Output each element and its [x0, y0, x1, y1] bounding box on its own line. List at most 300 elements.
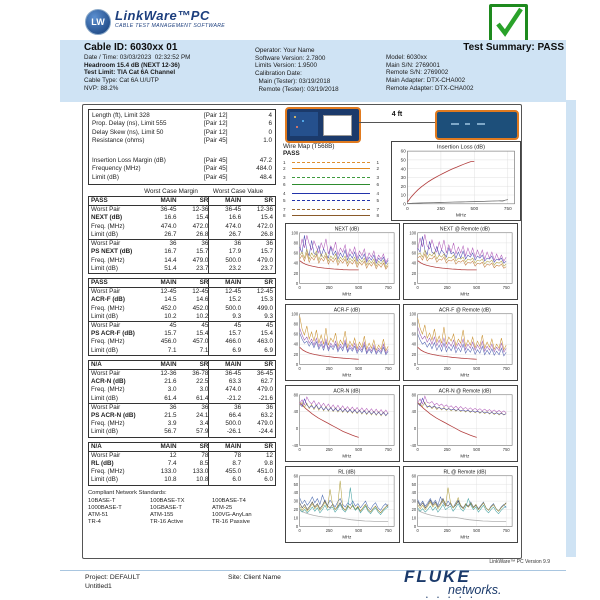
svg-text:20: 20	[411, 270, 417, 276]
row-value: 36	[201, 403, 209, 411]
wire-number: 2	[376, 166, 379, 172]
wire-number: 3	[376, 175, 379, 181]
row-value: 8.7	[208, 460, 241, 468]
row-value: 474.0	[208, 386, 241, 394]
row-value: 6.0	[264, 476, 274, 484]
row-label: Limit (dB)	[91, 394, 118, 402]
svg-text:0: 0	[298, 447, 301, 453]
row-value: 36	[266, 240, 274, 248]
chart-rl-remote-db	[404, 467, 517, 542]
lw-badge-text: LW	[91, 17, 105, 27]
table-header-row	[89, 197, 275, 206]
row-value: 26.7	[164, 230, 177, 238]
svg-text:500: 500	[473, 285, 481, 291]
row-value: 36-45	[256, 369, 274, 377]
row-label: Worst Pair	[91, 240, 121, 248]
svg-text:40: 40	[411, 490, 417, 496]
table-row	[89, 288, 275, 296]
column-header: MAIN	[160, 278, 177, 286]
chart-next-remote-db	[404, 224, 517, 299]
row-value: 78	[201, 451, 209, 459]
svg-text:750: 750	[384, 285, 392, 291]
column-header: SR	[199, 442, 209, 450]
wire-number: 1	[376, 159, 379, 165]
row-value: 6.9	[264, 346, 274, 354]
row-label: Worst Pair	[91, 321, 121, 329]
row-value: 26.7	[208, 231, 241, 239]
svg-text:500: 500	[473, 366, 481, 372]
row-value: 45	[201, 321, 209, 329]
measurement-pair: [Pair 45]	[204, 136, 228, 144]
svg-text:0: 0	[406, 206, 409, 211]
svg-text:250: 250	[325, 285, 333, 291]
row-value: 36-78	[192, 369, 209, 377]
table-row	[89, 248, 275, 256]
row-value: 17.9	[208, 248, 241, 256]
measurement-value: 6	[268, 120, 272, 128]
footer-project	[85, 574, 140, 591]
svg-text:250: 250	[443, 366, 451, 372]
row-value: 24.1	[196, 411, 209, 419]
wire-number: 7	[283, 207, 286, 213]
svg-text:20: 20	[293, 507, 299, 513]
svg-text:MHz: MHz	[342, 372, 352, 378]
row-value: -24.4	[258, 428, 274, 436]
row-value: 463.0	[257, 338, 274, 346]
measurement-row	[92, 137, 272, 145]
svg-text:750: 750	[503, 206, 512, 211]
measurement-row	[92, 165, 272, 173]
svg-text:250: 250	[443, 285, 451, 291]
measurement-value: 48.4	[259, 173, 272, 181]
measurement-value: 4	[268, 112, 272, 119]
svg-text:-40: -40	[292, 442, 299, 448]
standard-item: TR-16 Active	[150, 518, 184, 525]
worst-case-value-label: Worst Case Value	[212, 188, 264, 196]
svg-text:0: 0	[403, 201, 406, 207]
wire-line	[292, 200, 370, 201]
row-value: 452.0	[192, 304, 209, 312]
wire-number: 5	[376, 197, 379, 203]
svg-text:MHz: MHz	[342, 453, 352, 459]
row-value: 16.7	[164, 248, 177, 256]
measurement-pair: [Pair 45]	[204, 165, 228, 173]
row-label: Limit (dB)	[91, 428, 118, 436]
chart-acr-f-remote-db-box	[403, 304, 518, 381]
remote-tester-graphic	[435, 110, 519, 140]
row-label: Freq. (MHz)	[91, 420, 125, 428]
row-value: 12-45	[256, 288, 274, 296]
row-value: 36	[201, 240, 209, 248]
row-value: 66.4	[208, 412, 241, 420]
svg-text:0: 0	[416, 285, 419, 291]
svg-text:0: 0	[413, 361, 417, 367]
row-value: 36	[169, 240, 177, 248]
tester-dot	[294, 116, 296, 118]
row-value: -21.2	[208, 395, 241, 403]
row-value: 15.7	[208, 330, 241, 338]
row-value: 14.4	[164, 256, 177, 264]
row-value: 21.5	[164, 411, 177, 419]
table-row	[89, 321, 275, 330]
svg-text:40: 40	[293, 409, 299, 415]
chart-next-db	[286, 224, 399, 299]
svg-text:80: 80	[293, 392, 299, 398]
table-row	[89, 296, 275, 304]
row-value: 57.9	[196, 428, 209, 436]
row-value: 26.8	[196, 230, 209, 238]
row-value: 500.0	[208, 257, 241, 265]
table-header-row	[89, 361, 275, 370]
table-row	[89, 412, 275, 420]
results-table-4	[88, 442, 276, 486]
app-subtitle: CABLE TEST MANAGEMENT SOFTWARE	[115, 23, 226, 29]
row-value: 15.7	[196, 248, 209, 256]
row-value: 61.4	[196, 394, 209, 402]
svg-text:20: 20	[400, 184, 406, 189]
wire-number: 8	[376, 213, 379, 219]
row-label: Freq. (MHz)	[91, 338, 125, 346]
chart-insertion-loss-db	[392, 142, 520, 220]
remote-mark	[451, 123, 459, 125]
spacer	[88, 187, 138, 196]
info-line: Remote S/N: 2769002	[386, 69, 449, 77]
measurement-value: 47.2	[259, 157, 272, 165]
svg-text:750: 750	[502, 447, 510, 453]
row-label: PS NEXT (dB)	[91, 248, 133, 256]
svg-text:0: 0	[416, 447, 419, 453]
svg-text:60: 60	[293, 250, 299, 256]
row-value: 36-45	[208, 206, 241, 214]
column-header: SR	[199, 360, 209, 368]
chart-acr-n-remote-db-box	[403, 385, 518, 462]
table-row	[89, 239, 275, 248]
row-value: -21.6	[258, 394, 274, 402]
svg-text:0: 0	[295, 280, 299, 286]
svg-text:500: 500	[355, 285, 363, 291]
table-row	[89, 428, 275, 436]
table-header-row	[89, 279, 275, 288]
table-row	[89, 468, 275, 476]
row-value: 36	[266, 403, 274, 411]
row-value: 56.7	[164, 428, 177, 436]
row-value: 500.0	[208, 305, 241, 313]
wire-number: 7	[376, 207, 379, 213]
svg-text:MHz: MHz	[455, 213, 467, 219]
report-header	[60, 40, 566, 102]
column-header: MAIN	[160, 442, 177, 450]
wire-number: 3	[283, 175, 286, 181]
table-row	[89, 452, 275, 460]
svg-text:0: 0	[416, 366, 419, 372]
row-value: 499.0	[257, 304, 274, 312]
column-header: SR	[264, 278, 274, 286]
measurement-row	[92, 129, 272, 137]
wire-row	[283, 213, 379, 219]
row-value: 466.0	[208, 338, 241, 346]
info-line: Operator: Your Name	[255, 47, 315, 54]
row-label: RL (dB)	[91, 459, 114, 467]
info-line: Test Limit: TIA Cat 6A Channel	[84, 69, 176, 77]
row-label: PS ACR-F (dB)	[91, 330, 135, 338]
info-line: NVP: 88.2%	[84, 84, 119, 92]
svg-text:250: 250	[443, 528, 451, 534]
measurement-pair: [Pair 45]	[204, 157, 228, 165]
info-line: Remote Adapter: DTX-CHA002	[386, 84, 474, 92]
measurement-table	[88, 109, 276, 185]
svg-text:250: 250	[437, 206, 445, 211]
worst-case-header	[88, 187, 276, 196]
svg-text:MHz: MHz	[342, 534, 352, 540]
standards-column	[212, 498, 276, 526]
wire-number: 6	[283, 181, 286, 187]
row-value: 3.9	[167, 420, 177, 428]
row-value: 12-36	[192, 206, 209, 214]
svg-text:40: 40	[293, 490, 299, 496]
wire-number: 6	[376, 181, 379, 187]
row-value: 26.8	[260, 230, 274, 238]
measurement-value: 1.0	[263, 136, 272, 144]
lw-badge-icon	[85, 9, 111, 35]
table-row	[89, 206, 275, 214]
table-row	[89, 265, 275, 273]
row-value: 457.0	[192, 338, 209, 346]
chart-acr-f-db	[286, 305, 399, 380]
column-header: SR	[199, 278, 209, 286]
row-value: 12	[266, 451, 274, 459]
svg-text:MHz: MHz	[460, 534, 470, 540]
fluke-networks-logo	[404, 569, 564, 600]
row-value: 15.4	[260, 214, 274, 222]
row-value: 133.0	[160, 468, 177, 476]
svg-text:500: 500	[473, 447, 481, 453]
row-label: Limit (dB)	[91, 230, 118, 238]
svg-text:0: 0	[416, 528, 419, 534]
row-value: 7.1	[199, 346, 209, 354]
tester-keypad	[290, 112, 318, 136]
row-value: 15.3	[260, 296, 274, 304]
row-label: Limit (dB)	[91, 476, 118, 484]
row-value: 15.7	[260, 248, 274, 256]
results-column	[88, 109, 276, 526]
standard-item: 1000BASE-T	[88, 504, 122, 511]
svg-text:ACR-F (dB): ACR-F (dB)	[333, 307, 361, 314]
svg-text:750: 750	[384, 447, 392, 453]
table-row	[89, 460, 275, 468]
svg-text:80: 80	[411, 392, 417, 398]
wire-line	[292, 177, 370, 178]
column-header: SR	[199, 197, 209, 205]
chart-next-remote-db-box	[403, 223, 518, 300]
row-value: 3.0	[167, 386, 177, 394]
row-value: 455.0	[208, 468, 241, 476]
svg-text:0: 0	[413, 523, 417, 529]
svg-text:0: 0	[413, 280, 417, 286]
wire-number: 1	[283, 159, 286, 165]
row-value: 63.3	[208, 378, 241, 386]
table-status: PASS	[91, 197, 108, 205]
column-header: MAIN	[208, 197, 241, 205]
measurement-label: Delay Skew (ns), Limit 50	[92, 128, 164, 136]
svg-text:750: 750	[384, 528, 392, 534]
wiremap-status: PASS	[283, 150, 300, 157]
svg-text:0: 0	[298, 285, 301, 291]
row-value: 62.7	[260, 378, 274, 386]
column-header: SR	[264, 442, 274, 450]
measurement-label: Limit (dB)	[92, 173, 119, 181]
row-value: 10.8	[164, 476, 177, 484]
wire-number: 2	[283, 166, 286, 172]
svg-text:ACR-F @ Remote (dB): ACR-F @ Remote (dB)	[438, 307, 491, 314]
svg-text:40: 40	[411, 341, 417, 347]
row-label: Worst Pair	[91, 206, 121, 214]
row-value: 452.0	[160, 304, 177, 312]
row-value: 10.2	[164, 312, 177, 320]
measurement-row	[92, 157, 272, 165]
svg-text:20: 20	[293, 270, 299, 276]
standard-item: ATM-51	[88, 511, 109, 518]
table-row	[89, 403, 275, 412]
svg-text:50: 50	[400, 157, 406, 163]
table-row	[89, 386, 275, 394]
row-value: 14.5	[164, 296, 177, 304]
row-label: ACR-N (dB)	[91, 378, 126, 386]
chart-acr-n-remote-db	[404, 386, 517, 461]
svg-text:0: 0	[298, 528, 301, 534]
check-glyph	[492, 7, 525, 40]
svg-text:30: 30	[400, 175, 406, 181]
table-header-row	[89, 443, 275, 452]
tester-screen	[323, 115, 352, 136]
column-header: SR	[264, 197, 274, 205]
test-summary: Test Summary: PASS	[463, 42, 564, 53]
svg-text:40: 40	[411, 409, 417, 415]
standard-item: TR-16 Passive	[212, 518, 251, 525]
svg-text:MHz: MHz	[460, 291, 470, 297]
svg-text:500: 500	[355, 366, 363, 372]
measurement-value: 0	[268, 128, 272, 136]
svg-text:50: 50	[293, 481, 299, 487]
measurement-value: 484.0	[256, 165, 272, 173]
row-value: 12	[169, 451, 177, 459]
wire-line	[292, 215, 370, 216]
svg-text:40: 40	[293, 341, 299, 347]
row-label: Limit (dB)	[91, 312, 118, 320]
row-value: 15.4	[196, 330, 209, 338]
row-value: 9.3	[264, 312, 274, 320]
measurement-label: Length (ft), Limit 328	[92, 112, 150, 119]
table-row	[89, 214, 275, 222]
measurement-pair: [Pair 12]	[204, 120, 228, 128]
wire-number: 4	[376, 191, 379, 197]
tester-dot	[302, 120, 304, 122]
pass-check-icon	[489, 4, 528, 43]
standard-item: 100BASE-T4	[212, 497, 246, 504]
measurement-pair: [Pair 12]	[204, 112, 228, 119]
table-row	[89, 395, 275, 403]
info-line: Headroom 15.4 dB (NEXT 12-36)	[84, 61, 180, 69]
svg-text:MHz: MHz	[342, 291, 352, 297]
row-value: 22.5	[196, 378, 209, 386]
svg-text:10: 10	[293, 515, 299, 521]
header-cable-info	[84, 42, 259, 93]
measurement-label: Resistance (ohms)	[92, 136, 145, 144]
header-summary-info	[386, 42, 564, 93]
tester-dot	[296, 126, 298, 128]
row-value: 8.5	[199, 459, 209, 467]
svg-text:RL @ Remote (dB): RL @ Remote (dB)	[443, 469, 487, 476]
page-margin-strip	[566, 100, 576, 557]
table-row	[89, 476, 275, 484]
row-value: -26.1	[208, 428, 241, 436]
svg-text:30: 30	[411, 498, 417, 504]
row-value: 78	[208, 452, 241, 460]
fluke-dots: • • • • •	[426, 595, 477, 600]
row-value: 479.0	[257, 386, 274, 394]
table-status: N/A	[91, 360, 102, 368]
row-value: 451.0	[257, 468, 274, 476]
wire-line	[292, 162, 370, 163]
measurement-pair: [Pair 12]	[204, 128, 228, 136]
svg-text:40: 40	[400, 166, 406, 172]
logo-text	[115, 9, 225, 29]
row-value: 45	[169, 321, 177, 329]
row-label: Worst Pair	[91, 451, 121, 459]
row-value: 16.6	[208, 214, 241, 222]
svg-text:-40: -40	[410, 442, 417, 448]
wire-number: 4	[283, 191, 286, 197]
row-value: 16.6	[164, 214, 177, 222]
remote-mark	[465, 123, 470, 125]
svg-text:MHz: MHz	[460, 372, 470, 378]
row-value: 12-45	[160, 288, 177, 296]
table-row	[89, 313, 275, 321]
chart-acr-n-db	[286, 386, 399, 461]
standards-column	[150, 498, 212, 526]
column-header: MAIN	[208, 443, 241, 451]
row-value: 9.3	[208, 313, 241, 321]
wire-row	[283, 165, 379, 171]
row-value: 23.7	[196, 264, 209, 272]
row-value: 7.1	[167, 346, 177, 354]
networks-wordmark: networks.	[448, 583, 502, 597]
measurement-value	[244, 145, 272, 157]
table-row	[89, 257, 275, 265]
cable-length-label: 4 ft	[391, 111, 403, 118]
svg-text:RL (dB): RL (dB)	[338, 469, 356, 476]
row-value: 472.0	[257, 222, 274, 230]
row-value: 133.0	[192, 468, 209, 476]
svg-text:750: 750	[384, 366, 392, 372]
svg-text:250: 250	[325, 447, 333, 453]
svg-text:100: 100	[291, 230, 299, 236]
standard-item: ATM-25	[212, 504, 233, 511]
standard-item: 100VG-AnyLan	[212, 511, 252, 518]
table-row	[89, 347, 275, 355]
table-row	[89, 420, 275, 428]
chart-rl-remote-db-box	[403, 466, 518, 543]
row-value: 51.4	[164, 264, 177, 272]
results-tables	[88, 196, 276, 486]
table-status: PASS	[91, 278, 108, 286]
svg-text:NEXT @ Remote (dB): NEXT @ Remote (dB)	[439, 226, 490, 233]
svg-text:10: 10	[411, 515, 417, 521]
row-value: 15.4	[260, 330, 274, 338]
svg-text:0: 0	[295, 361, 299, 367]
chart-acr-f-remote-db	[404, 305, 517, 380]
wire-line	[292, 184, 370, 185]
column-header: MAIN	[160, 197, 177, 205]
